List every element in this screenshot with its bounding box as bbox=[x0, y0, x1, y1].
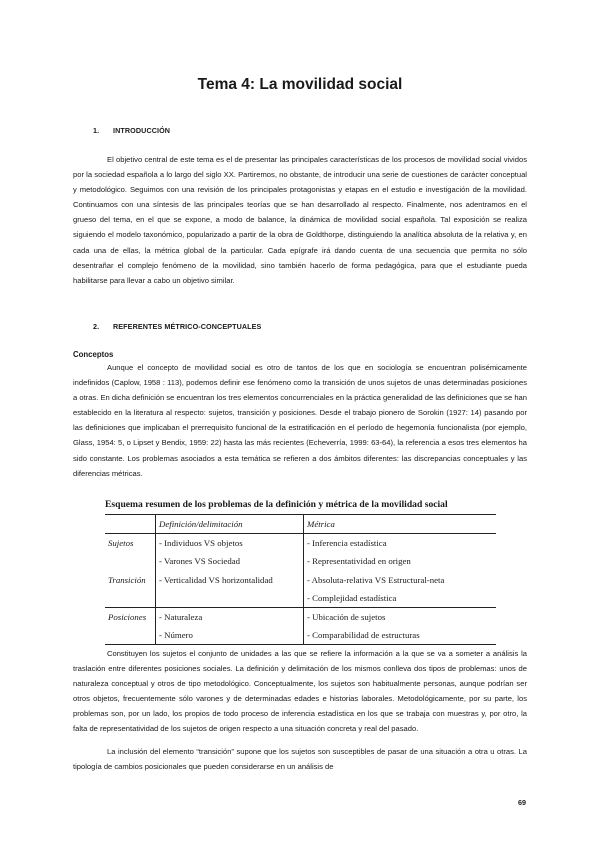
table-cell: - Ubicación de sujetos bbox=[307, 612, 386, 623]
summary-table bbox=[105, 499, 496, 645]
table-row bbox=[105, 626, 496, 645]
table-cell: - Varones VS Sociedad bbox=[156, 552, 304, 570]
table-row bbox=[105, 534, 496, 553]
section-number: 2. bbox=[93, 322, 100, 331]
table-cell bbox=[105, 589, 156, 608]
table-cell: - Comparabilidad de estructuras bbox=[304, 626, 497, 645]
section-number: 1. bbox=[93, 126, 100, 135]
table-row bbox=[105, 552, 496, 570]
page-number: 69 bbox=[518, 798, 526, 807]
subheading-conceptos: Conceptos bbox=[73, 350, 114, 359]
section-heading-text: REFERENTES MÉTRICO-CONCEPTUALES bbox=[113, 322, 262, 331]
paragraph-conceptos-1: Aunque el concepto de movilidad social es otro de tantos de los que en sociología se encuentran polisémicamente indefinidos (Caplow, 1958 : 113), podemos definir ese fenómeno como la transición de unos sujetos de unas determinadas posiciones a otras. En dicha definición se encuentran los tres elementos concurrenciales en la práctica generalidad de las definiciones que se han establecido en la literatura al respecto: sujetos, transición y posiciones. Desde el trabajo pionero de Sorokin (1927: 14) pasando por las definiciones que implicaban el prerrequisito funcional de la estratificación en el período de hegemonía funcionalista (por ejemplo, Glass, 1954: 5, o Lipset y Bendix, 1959: 22) hasta las más recientes (Echeverría, 1999: 63-64), la referencia a esos tres elementos ha sido constante. Los problemas asociados a esta temática se refieren a dos ámbitos diferentes: las discrepancias conceptuales y las diferencias métricas. bbox=[73, 363, 527, 478]
table-header-row bbox=[105, 515, 496, 534]
section-heading-introduccion bbox=[93, 126, 170, 135]
paragraph-introduccion: El objetivo central de este tema es el de presentar las principales características de los procesos de movilidad social vividos por la sociedad española a lo largo del siglo XX. Partiremos, no obstante, de introducir una serie de cuestiones de carácter conceptual y metodológico. Seguimos con una revisión de los principales protagonistas y etapas en el estudio e investigación de la movilidad. Continuamos con una síntesis de las principales teorías que se han desarrollado al respecto. Finalmente, nos adentramos en el grueso del tema, en el que se expone, a modo de balance, la dinámica de movilidad social española. Tal exposición se realiza siguiendo el modelo taxonómico, popularizado a partir de la obra de Goldthorpe, distinguiendo la analítica absoluta de la relativa y, en cada una de ellas, la métrica global de la particular. Cada epígrafe irá dando cuenta de una secuencia que permita no sólo desentrañar el complejo fenómeno de la movilidad, sino también hacerlo de forma pedagógica, para que el estudiante pueda habilitarse para llevar a cabo un objetivo similar. bbox=[73, 155, 527, 285]
table-cell: Sujetos bbox=[105, 534, 156, 553]
problems-table bbox=[105, 514, 496, 645]
table-cell: - Verticalidad VS horizontalidad bbox=[156, 571, 304, 589]
paragraph-conceptos-3: La inclusión del elemento “transición” supone que los sujetos son susceptibles de pasar de una situación a otra u otras. La tipología de cambios posicionales que pueden considerarse en un análisis de bbox=[73, 747, 527, 772]
table-cell bbox=[156, 589, 304, 608]
table-header-cell bbox=[105, 515, 156, 534]
table-cell: Transición bbox=[105, 571, 156, 589]
table-cell bbox=[105, 626, 156, 645]
table-cell: - Absoluta-relativa VS Estructural-neta bbox=[307, 574, 445, 585]
table-cell: - Número bbox=[156, 626, 304, 645]
section-heading-text: INTRODUCCIÓN bbox=[113, 126, 171, 135]
table-row bbox=[105, 589, 496, 608]
table-cell: - Inferencia estadística bbox=[307, 538, 387, 549]
table-title: Esquema resumen de los problemas de la definición y métrica de la movilidad social bbox=[105, 499, 448, 510]
table-header-cell: Métrica bbox=[304, 515, 497, 534]
table-cell bbox=[105, 552, 156, 570]
section-heading-referentes bbox=[93, 322, 261, 331]
table-cell: - Individuos VS objetos bbox=[156, 534, 304, 553]
table-cell: - Complejidad estadística bbox=[304, 589, 497, 608]
table-cell: - Representatividad en origen bbox=[307, 556, 411, 567]
table-row bbox=[105, 608, 496, 627]
table-cell: Posiciones bbox=[105, 608, 156, 627]
page-title: Tema 4: La movilidad social bbox=[197, 76, 403, 93]
table-header-cell: Definición/delimitación bbox=[156, 515, 304, 534]
table-cell: - Naturaleza bbox=[156, 608, 304, 627]
paragraph-conceptos-2: Constituyen los sujetos el conjunto de unidades a las que se refiere la información a la que se va a someter a análisis la traslación entre diferentes posiciones sociales. La definición y delimitación de los mismos conlleva dos tipos de problemas: unos de naturaleza conceptual y otros de tipo metodológico. Conceptualmente, los sujetos son habitualmente personas, aunque podrían ser otros objetos, frecuentemente sólo varones y de determinadas edades e historias laborales. Metodológicamente, por su parte, los problemas son, por un lado, los propios de todo proceso de inferencia estadística en los que se trabaja con muestras y, por otro, la falta de representatividad de los sujetos de origen respecto a una situación concreta y real del pasado. bbox=[73, 649, 527, 734]
table-row bbox=[105, 571, 496, 589]
